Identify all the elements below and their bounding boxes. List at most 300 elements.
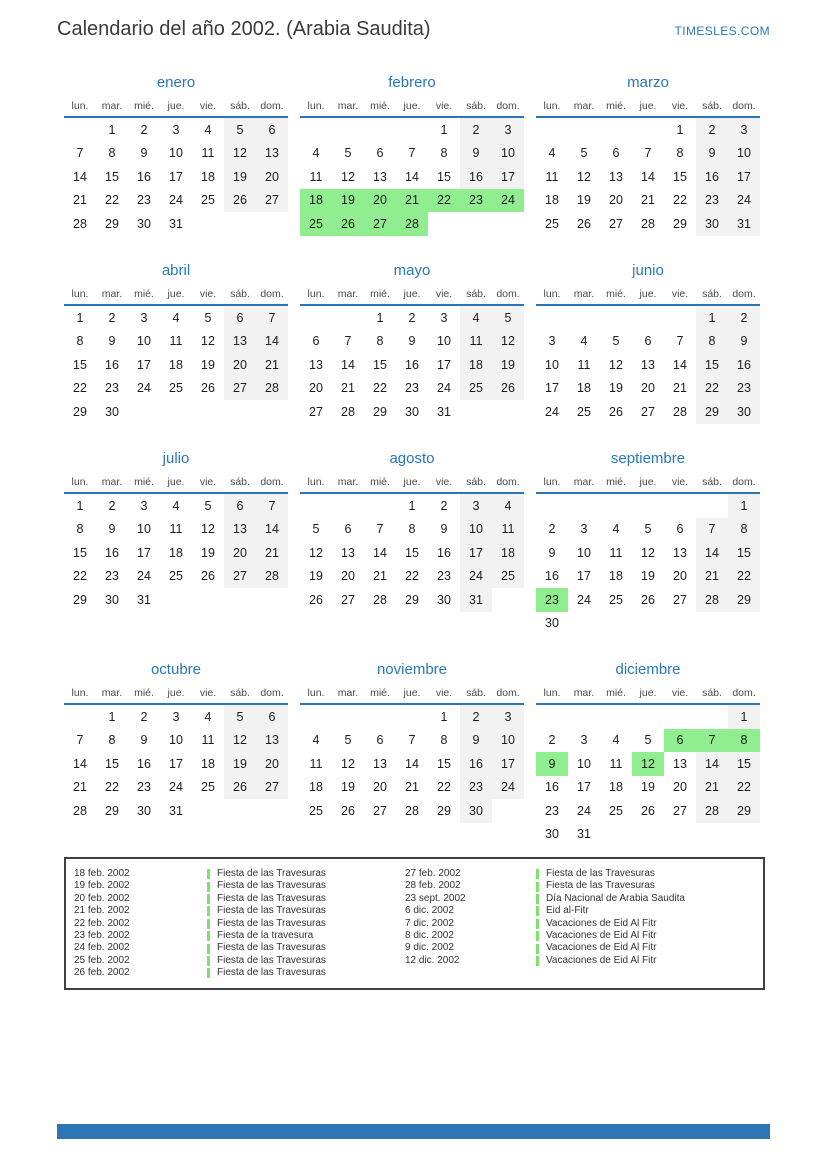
empty-cell — [696, 612, 728, 636]
empty-cell — [256, 400, 288, 424]
weekday-label: mié. — [606, 687, 626, 699]
weekday-label: jue. — [403, 476, 421, 488]
week-row — [536, 494, 760, 518]
holiday-marker-icon — [207, 869, 210, 879]
day-cell: 3 — [172, 122, 180, 137]
empty-cell — [696, 494, 728, 518]
day-cell: 18 — [201, 756, 215, 771]
week-row — [300, 330, 524, 354]
day-cell: 15 — [73, 357, 87, 372]
empty-cell — [728, 823, 760, 847]
day-cell: 25 — [300, 212, 332, 236]
weekday-label: vie. — [671, 476, 689, 488]
weekday-label: sáb. — [230, 687, 250, 699]
weekday-label: mar. — [337, 687, 359, 699]
day-cell: 7 — [408, 733, 416, 748]
day-cell: 11 — [309, 756, 323, 771]
day-cell: 16 — [105, 357, 119, 372]
day-cell: 27 — [341, 592, 355, 607]
day-cell: 7 — [376, 522, 384, 537]
day-cell: 6 — [256, 705, 288, 729]
day-cell: 25 — [492, 565, 524, 589]
day-cell: 16 — [545, 569, 559, 584]
day-cell: 4 — [312, 146, 320, 161]
day-cell: 19 — [492, 353, 524, 377]
day-cell: 13 — [673, 756, 687, 771]
week-row — [536, 330, 760, 354]
day-cell: 24 — [577, 592, 591, 607]
day-cell: 13 — [341, 545, 355, 560]
empty-cell — [536, 705, 568, 729]
day-cell: 16 — [137, 169, 151, 184]
day-cell: 10 — [460, 518, 492, 542]
empty-cell — [300, 118, 332, 142]
day-cell: 9 — [140, 146, 148, 161]
weekday-header — [300, 472, 524, 494]
empty-cell — [128, 400, 160, 424]
weekday-label: lun. — [71, 687, 89, 699]
holiday-marker-icon — [207, 956, 210, 966]
day-cell: 14 — [73, 169, 87, 184]
day-cell: 31 — [169, 803, 183, 818]
weekday-label: vie. — [671, 288, 689, 300]
day-cell: 14 — [405, 169, 419, 184]
day-cell: 13 — [256, 142, 288, 166]
weekday-label: mié. — [370, 476, 390, 488]
day-cell: 23 — [728, 377, 760, 401]
day-cell: 23 — [460, 776, 492, 800]
day-cell: 7 — [76, 146, 84, 161]
week-row — [300, 729, 524, 753]
day-cell: 24 — [437, 381, 451, 396]
legend-date: 22 feb. 2002 — [74, 917, 130, 929]
day-cell: 20 — [224, 541, 256, 565]
weekday-label: vie. — [671, 100, 689, 112]
day-cell: 30 — [728, 400, 760, 424]
day-cell: 11 — [201, 146, 215, 161]
day-cell: 11 — [309, 169, 323, 184]
day-cell: 8 — [440, 733, 448, 748]
day-cell: 30 — [437, 592, 451, 607]
weekday-header — [536, 683, 760, 705]
week-row — [64, 118, 288, 142]
day-cell: 3 — [580, 733, 588, 748]
day-cell: 17 — [545, 381, 559, 396]
week-row — [536, 400, 760, 424]
day-cell: 18 — [309, 780, 323, 795]
day-cell: 8 — [108, 146, 116, 161]
holiday-marker-icon — [207, 944, 210, 954]
day-cell: 9 — [696, 142, 728, 166]
day-cell: 16 — [460, 752, 492, 776]
day-cell: 29 — [405, 592, 419, 607]
day-cell: 26 — [641, 803, 655, 818]
weekday-label: sáb. — [466, 687, 486, 699]
day-cell: 27 — [641, 404, 655, 419]
day-cell: 13 — [256, 729, 288, 753]
day-cell: 11 — [169, 334, 183, 349]
day-cell: 22 — [437, 780, 451, 795]
weekday-label: mar. — [337, 476, 359, 488]
day-cell: 4 — [204, 122, 212, 137]
weekday-header — [64, 472, 288, 494]
week-row — [300, 776, 524, 800]
day-cell: 6 — [676, 522, 684, 537]
week-row — [300, 588, 524, 612]
empty-cell — [632, 494, 664, 518]
day-cell: 27 — [309, 404, 323, 419]
weekday-label: jue. — [403, 288, 421, 300]
day-cell: 21 — [73, 193, 87, 208]
legend-holiday-name: Fiesta de las Travesuras — [217, 967, 326, 979]
day-cell: 11 — [460, 330, 492, 354]
weekday-label: lun. — [71, 476, 89, 488]
legend-holiday-name: Fiesta de las Travesuras — [217, 880, 326, 892]
day-cell: 5 — [312, 522, 320, 537]
empty-cell — [492, 212, 524, 236]
day-cell: 10 — [169, 146, 183, 161]
empty-cell — [300, 494, 332, 518]
legend-holiday-name: Fiesta de las Travesuras — [217, 892, 326, 904]
weekday-label: mar. — [573, 687, 595, 699]
week-row — [64, 353, 288, 377]
day-cell: 8 — [108, 733, 116, 748]
day-cell: 31 — [437, 404, 451, 419]
day-cell: 15 — [105, 169, 119, 184]
empty-cell — [632, 118, 664, 142]
day-cell: 7 — [676, 334, 684, 349]
day-cell: 1 — [728, 494, 760, 518]
day-cell: 31 — [577, 827, 591, 842]
week-row — [64, 494, 288, 518]
day-cell: 12 — [224, 142, 256, 166]
day-cell: 9 — [460, 142, 492, 166]
empty-cell — [192, 799, 224, 823]
month-agosto — [300, 446, 524, 657]
weekday-label: mié. — [606, 288, 626, 300]
day-cell: 11 — [201, 733, 215, 748]
day-cell: 6 — [224, 494, 256, 518]
weekday-label: mié. — [606, 100, 626, 112]
day-cell: 2 — [460, 705, 492, 729]
day-cell: 30 — [137, 803, 151, 818]
day-cell: 25 — [460, 377, 492, 401]
day-cell: 21 — [256, 541, 288, 565]
weekday-label: lun. — [543, 288, 561, 300]
day-cell: 27 — [256, 189, 288, 213]
day-cell: 24 — [169, 193, 183, 208]
day-cell: 17 — [728, 165, 760, 189]
month-mayo — [300, 258, 524, 446]
weekday-label: jue. — [167, 100, 185, 112]
day-cell: 10 — [577, 756, 591, 771]
day-cell: 8 — [676, 146, 684, 161]
month-title: septiembre — [610, 450, 686, 467]
weekday-label: mié. — [134, 100, 154, 112]
day-cell: 6 — [644, 334, 652, 349]
weekday-label: vie. — [435, 476, 453, 488]
month-enero — [64, 70, 288, 258]
day-cell: 17 — [437, 357, 451, 372]
week-row — [300, 118, 524, 142]
weekday-label: sáb. — [466, 100, 486, 112]
week-row — [64, 705, 288, 729]
legend-holiday-name: Vacaciones de Eid Al Fitr — [546, 929, 657, 941]
day-cell: 24 — [169, 780, 183, 795]
day-cell: 25 — [309, 803, 323, 818]
day-cell: 18 — [460, 353, 492, 377]
day-cell: 21 — [256, 353, 288, 377]
legend-date: 24 feb. 2002 — [74, 942, 130, 954]
week-row — [300, 400, 524, 424]
day-cell: 16 — [728, 353, 760, 377]
month-title: mayo — [393, 262, 431, 279]
empty-cell — [568, 612, 600, 636]
empty-cell — [632, 823, 664, 847]
month-title: julio — [162, 450, 190, 467]
day-cell: 23 — [105, 569, 119, 584]
day-cell: 28 — [256, 565, 288, 589]
day-cell: 19 — [201, 545, 215, 560]
day-cell: 26 — [577, 216, 591, 231]
weekday-label: mié. — [370, 288, 390, 300]
legend-item — [207, 955, 405, 967]
week-row — [536, 565, 760, 589]
day-cell: 9 — [108, 522, 116, 537]
month-title: marzo — [627, 74, 669, 91]
week-row — [536, 799, 760, 823]
weekday-label: sáb. — [230, 288, 250, 300]
day-cell: 8 — [728, 518, 760, 542]
empty-cell — [492, 588, 524, 612]
day-cell: 21 — [696, 776, 728, 800]
empty-cell — [396, 705, 428, 729]
day-cell: 3 — [460, 494, 492, 518]
empty-cell — [492, 799, 524, 823]
day-cell: 18 — [545, 193, 559, 208]
day-cell: 12 — [224, 729, 256, 753]
weekday-header — [536, 284, 760, 306]
day-cell: 27 — [364, 212, 396, 236]
day-cell: 4 — [172, 498, 180, 513]
empty-cell — [728, 612, 760, 636]
legend-item — [207, 942, 405, 954]
day-cell: 5 — [492, 306, 524, 330]
legend-item — [207, 868, 405, 880]
holiday-marker-icon — [536, 869, 539, 879]
day-cell: 7 — [256, 494, 288, 518]
day-cell: 7 — [344, 334, 352, 349]
day-cell: 26 — [201, 381, 215, 396]
weekday-label: dom. — [732, 687, 756, 699]
legend-date: 21 feb. 2002 — [74, 905, 130, 917]
weekday-label: vie. — [435, 288, 453, 300]
weekday-label: sáb. — [466, 476, 486, 488]
day-cell: 6 — [344, 522, 352, 537]
legend-date: 12 dic. 2002 — [405, 954, 460, 966]
day-cell: 30 — [545, 827, 559, 842]
empty-cell — [600, 118, 632, 142]
day-cell: 4 — [312, 733, 320, 748]
day-cell: 4 — [460, 306, 492, 330]
weekday-label: jue. — [639, 100, 657, 112]
day-cell: 5 — [644, 522, 652, 537]
weekday-header — [536, 96, 760, 118]
day-cell: 29 — [696, 400, 728, 424]
empty-cell — [568, 118, 600, 142]
day-cell: 19 — [309, 569, 323, 584]
empty-cell — [632, 306, 664, 330]
day-cell: 19 — [201, 357, 215, 372]
day-cell: 1 — [676, 122, 684, 137]
day-cell: 22 — [73, 569, 87, 584]
day-cell: 24 — [460, 565, 492, 589]
weekday-label: vie. — [671, 687, 689, 699]
day-cell: 5 — [224, 118, 256, 142]
month-febrero — [300, 70, 524, 258]
day-cell: 2 — [408, 310, 416, 325]
day-cell: 25 — [169, 381, 183, 396]
week-row — [64, 377, 288, 401]
holiday-marker-icon — [207, 894, 210, 904]
weekday-label: mié. — [370, 687, 390, 699]
weekday-label: jue. — [167, 288, 185, 300]
day-cell: 10 — [137, 522, 151, 537]
empty-cell — [632, 705, 664, 729]
empty-cell — [160, 588, 192, 612]
day-cell: 5 — [344, 146, 352, 161]
legend-date: 18 feb. 2002 — [74, 868, 130, 879]
day-cell: 13 — [373, 169, 387, 184]
day-cell: 1 — [440, 122, 448, 137]
day-cell: 25 — [609, 803, 623, 818]
empty-cell — [160, 400, 192, 424]
day-cell: 29 — [73, 592, 87, 607]
holiday-legend — [64, 857, 765, 990]
day-cell: 29 — [373, 404, 387, 419]
day-cell: 27 — [224, 377, 256, 401]
day-cell: 24 — [137, 569, 151, 584]
weekday-label: jue. — [639, 687, 657, 699]
day-cell: 5 — [580, 146, 588, 161]
day-cell: 25 — [609, 592, 623, 607]
day-cell: 1 — [440, 709, 448, 724]
week-row — [536, 518, 760, 542]
day-cell: 27 — [256, 776, 288, 800]
day-cell: 11 — [577, 357, 591, 372]
holiday-marker-icon — [536, 931, 539, 941]
legend-holiday-name: Fiesta de las Travesuras — [546, 880, 655, 892]
day-cell: 3 — [492, 118, 524, 142]
weekday-label: sáb. — [466, 288, 486, 300]
day-cell: 3 — [580, 522, 588, 537]
day-cell: 17 — [492, 752, 524, 776]
day-cell: 1 — [76, 310, 84, 325]
day-cell: 8 — [408, 522, 416, 537]
day-cell: 5 — [204, 498, 212, 513]
weekday-label: mié. — [134, 687, 154, 699]
legend-grid — [74, 868, 763, 980]
day-cell: 30 — [696, 212, 728, 236]
week-row — [536, 823, 760, 847]
day-cell: 6 — [664, 729, 696, 753]
weekday-label: lun. — [71, 100, 89, 112]
day-cell: 27 — [224, 565, 256, 589]
month-title: enero — [156, 74, 196, 91]
day-cell: 19 — [224, 752, 256, 776]
legend-holiday-name: Fiesta de las Travesuras — [217, 905, 326, 917]
day-cell: 15 — [437, 756, 451, 771]
legend-item — [207, 918, 405, 930]
weekday-label: lun. — [307, 687, 325, 699]
legend-holiday-name: Fiesta de las Travesuras — [217, 942, 326, 954]
day-cell: 4 — [172, 310, 180, 325]
legend-date: 28 feb. 2002 — [405, 880, 461, 892]
day-cell: 17 — [492, 165, 524, 189]
empty-cell — [364, 705, 396, 729]
day-cell: 1 — [376, 310, 384, 325]
legend-date: 19 feb. 2002 — [74, 880, 130, 892]
weekday-label: dom. — [260, 100, 284, 112]
month-title: abril — [161, 262, 191, 279]
day-cell: 28 — [696, 799, 728, 823]
weekday-label: jue. — [403, 687, 421, 699]
week-row — [536, 212, 760, 236]
empty-cell — [224, 799, 256, 823]
legend-item — [207, 893, 405, 905]
day-cell: 9 — [440, 522, 448, 537]
legend-holiday-name: Vacaciones de Eid Al Fitr — [546, 917, 657, 929]
empty-cell — [256, 588, 288, 612]
empty-cell — [396, 118, 428, 142]
month-noviembre — [300, 657, 524, 846]
day-cell: 24 — [545, 404, 559, 419]
day-cell: 2 — [108, 498, 116, 513]
day-cell: 30 — [460, 799, 492, 823]
weekday-header — [300, 683, 524, 705]
day-cell: 2 — [460, 118, 492, 142]
day-cell: 11 — [492, 518, 524, 542]
empty-cell — [568, 494, 600, 518]
day-cell: 15 — [405, 545, 419, 560]
day-cell: 7 — [644, 146, 652, 161]
empty-cell — [632, 612, 664, 636]
day-cell: 13 — [309, 357, 323, 372]
day-cell: 4 — [492, 494, 524, 518]
empty-cell — [492, 400, 524, 424]
day-cell: 29 — [105, 216, 119, 231]
day-cell: 26 — [641, 592, 655, 607]
day-cell: 19 — [332, 189, 364, 213]
month-junio — [536, 258, 760, 446]
day-cell: 21 — [396, 189, 428, 213]
week-row — [536, 541, 760, 565]
weekday-header — [300, 96, 524, 118]
empty-cell — [568, 306, 600, 330]
day-cell: 15 — [728, 752, 760, 776]
weekday-label: mar. — [101, 476, 123, 488]
brand-link[interactable]: TIMESLES.COM — [674, 24, 770, 38]
day-cell: 18 — [169, 357, 183, 372]
week-row — [64, 588, 288, 612]
holiday-marker-icon — [207, 931, 210, 941]
legend-holiday-name: Vacaciones de Eid Al Fitr — [546, 954, 657, 966]
day-cell: 6 — [312, 334, 320, 349]
day-cell: 29 — [673, 216, 687, 231]
weekday-header — [64, 683, 288, 705]
legend-item — [207, 930, 405, 942]
empty-cell — [696, 823, 728, 847]
